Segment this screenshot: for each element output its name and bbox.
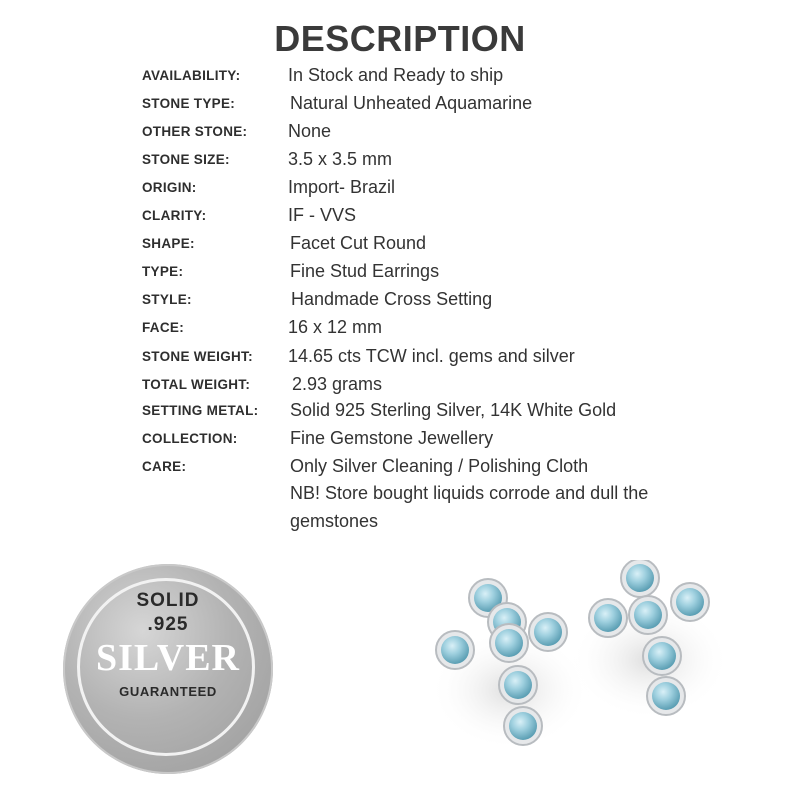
- spec-row-clarity: [142, 202, 782, 230]
- spec-value: In Stock and Ready to ship: [288, 65, 504, 85]
- spec-row-stone-type: [142, 90, 782, 118]
- spec-label: CARE:: [142, 459, 187, 474]
- badge-925-text: .925: [147, 614, 189, 635]
- spec-row-availability: [142, 62, 782, 90]
- spec-label: OTHER STONE:: [142, 124, 248, 139]
- spec-row-face: [142, 314, 782, 342]
- spec-row-style: [142, 286, 782, 314]
- spec-value: Fine Stud Earrings: [290, 261, 440, 281]
- spec-row-total-weight: [142, 371, 782, 399]
- spec-value: 14.65 cts TCW incl. gems and silver: [288, 346, 575, 366]
- spec-value: 2.93 grams: [292, 374, 383, 394]
- spec-label: COLLECTION:: [142, 431, 238, 446]
- spec-label: FACE:: [142, 320, 184, 335]
- badge-guaranteed-text: GUARANTEED: [119, 684, 217, 699]
- spec-value: Solid 925 Sterling Silver, 14K White Gold: [290, 400, 617, 420]
- spec-label: SHAPE:: [142, 236, 195, 251]
- page-title: DESCRIPTION: [274, 18, 526, 59]
- spec-value: IF - VVS: [288, 205, 357, 225]
- spec-row-shape: [142, 230, 782, 258]
- spec-row-stone-size: [142, 146, 782, 174]
- solid-silver-badge: [63, 564, 273, 774]
- left-earring: [430, 579, 590, 750]
- badge-solid-text: SOLID: [136, 590, 200, 611]
- spec-value: Fine Gemstone Jewellery: [290, 428, 494, 448]
- spec-label: TOTAL WEIGHT:: [142, 377, 251, 392]
- earrings-illustration: [410, 560, 740, 760]
- spec-row-collection: [142, 425, 782, 453]
- spec-label: TYPE:: [142, 264, 184, 279]
- spec-row-setting-metal: [142, 397, 782, 425]
- spec-value: 3.5 x 3.5 mm: [288, 149, 393, 169]
- spec-label: STONE SIZE:: [142, 152, 230, 167]
- spec-label: STYLE:: [142, 292, 192, 307]
- spec-row-stone-weight: [142, 343, 782, 371]
- spec-value: 16 x 12 mm: [288, 317, 383, 337]
- care-note: NB! Store bought liquids corrode and dull the gemstones: [290, 483, 649, 531]
- spec-label: AVAILABILITY:: [142, 68, 241, 83]
- spec-value: None: [288, 121, 332, 141]
- spec-value: Import- Brazil: [288, 177, 396, 197]
- badge-silver-text: SILVER: [95, 637, 240, 679]
- spec-value: Only Silver Cleaning / Polishing Cloth: [290, 456, 589, 476]
- product-image-cross-earrings: [410, 560, 740, 760]
- right-earring: [570, 560, 730, 720]
- spec-row-origin: [142, 174, 782, 202]
- spec-row-care: [142, 453, 782, 533]
- spec-label: CLARITY:: [142, 208, 207, 223]
- spec-label: SETTING METAL:: [142, 403, 259, 418]
- spec-label: ORIGIN:: [142, 180, 197, 195]
- spec-row-other-stone: [142, 118, 782, 146]
- spec-value: Handmade Cross Setting: [291, 289, 493, 309]
- spec-label: STONE WEIGHT:: [142, 349, 253, 364]
- spec-value: Facet Cut Round: [290, 233, 427, 253]
- spec-label: STONE TYPE:: [142, 96, 236, 111]
- spec-value: Natural Unheated Aquamarine: [290, 93, 533, 113]
- spec-row-type: [142, 258, 782, 286]
